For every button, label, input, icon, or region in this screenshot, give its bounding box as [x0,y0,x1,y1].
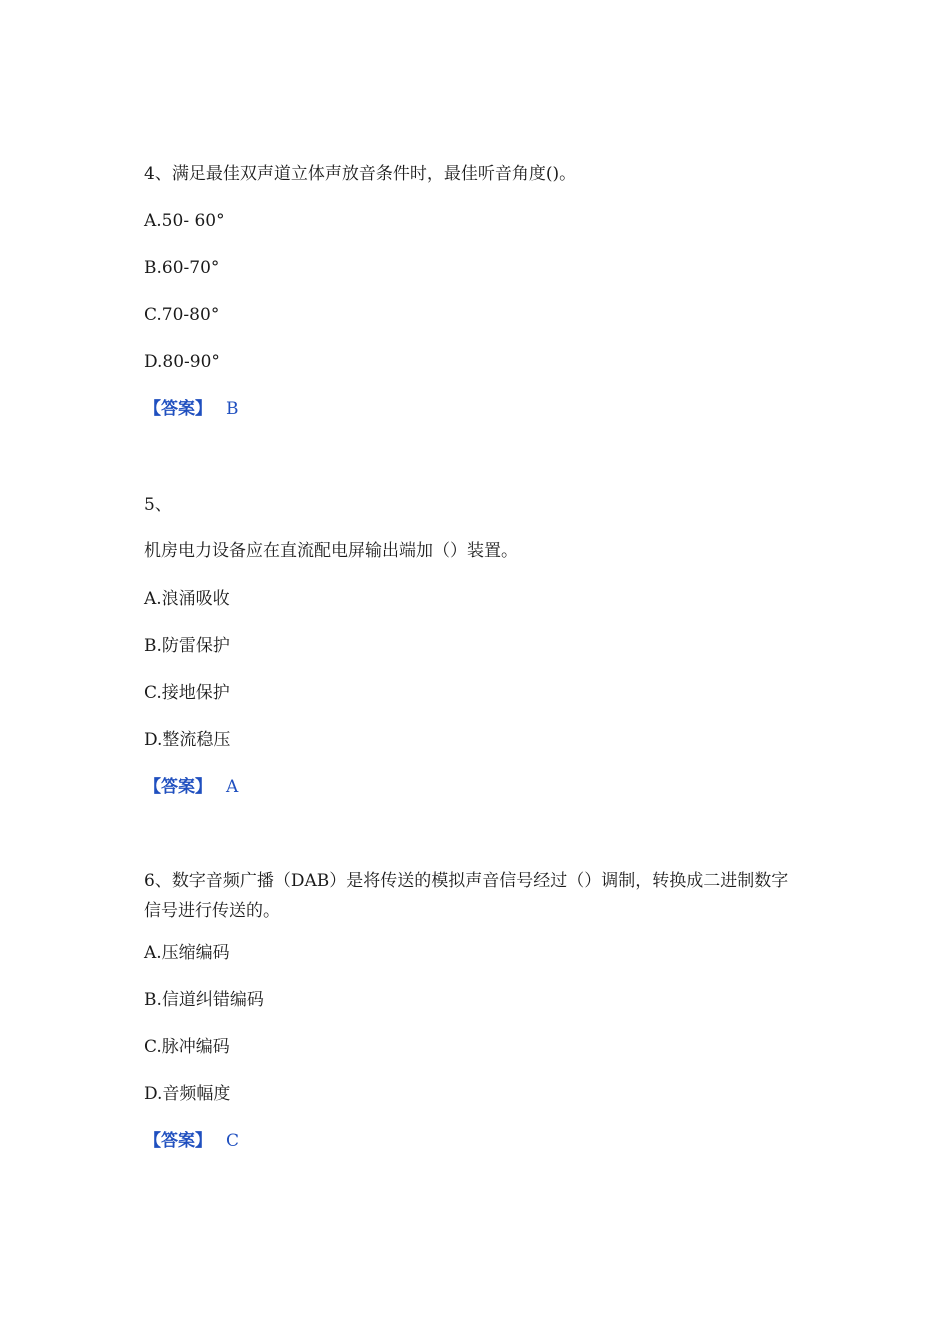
question-4-option-c: C.70-80° [144,305,220,325]
question-5-option-d: D.整流稳压 [144,730,231,750]
question-4-option-b: B.60-70° [144,258,220,278]
question-5-option-b: B.防雷保护 [144,636,230,656]
question-6-option-a: A.压缩编码 [144,943,230,963]
question-5-answer [144,775,238,799]
answer-key: A [226,777,239,797]
question-6-text: 6、数字音频广播（DAB）是将传送的模拟声音信号经过（）调制，转换成二进制数字信号进行传送的。 [144,871,789,921]
question-6-option-b: B.信道纠错编码 [144,990,264,1010]
answer-key: B [226,399,239,419]
question-5-option-c: C.接地保护 [144,683,230,703]
question-6-option-d: D.音频幅度 [144,1084,231,1104]
question-6-answer [144,1129,239,1153]
answer-label: 【答案】 [144,399,212,419]
answer-label: 【答案】 [144,1131,212,1151]
question-4-option-d: D.80-90° [144,352,220,372]
question-4-option-a: A.50- 60° [144,211,225,231]
answer-label: 【答案】 [144,777,212,797]
question-4-text: 4、满足最佳双声道立体声放音条件时，最佳听音角度()。 [144,164,577,184]
answer-key: C [226,1131,240,1151]
question-4-answer [144,397,239,421]
question-5-stem: 机房电力设备应在直流配电屏输出端加（）装置。 [144,541,518,561]
question-5-option-a: A.浪涌吸收 [144,589,230,609]
question-5-number: 5、 [144,495,172,515]
question-6-option-c: C.脉冲编码 [144,1037,230,1057]
